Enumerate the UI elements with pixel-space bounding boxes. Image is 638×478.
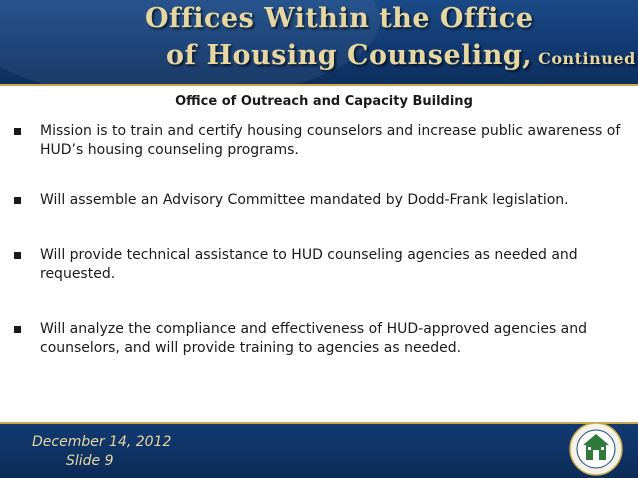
- bullet-text: Will provide technical assistance to HUD counseling agencies as needed and requested.: [40, 247, 578, 282]
- slide-footer: [0, 424, 638, 478]
- square-bullet-icon: [14, 326, 21, 333]
- square-bullet-icon: [14, 197, 21, 204]
- bullet-item: [14, 122, 626, 160]
- slide-title-line2-text: of Housing Counseling,: [166, 40, 533, 71]
- bullet-text: Will analyze the compliance and effectiveness of HUD-approved agencies and counselors, and will provide training to agencies as needed.: [40, 321, 588, 356]
- slide-number: Slide 9: [66, 453, 114, 469]
- bullet-item: [14, 191, 626, 210]
- square-bullet-icon: [14, 252, 21, 259]
- footer-date: December 14, 2012: [32, 434, 172, 450]
- bullet-item: [14, 246, 626, 284]
- section-subtitle: Office of Outreach and Capacity Building: [175, 94, 473, 109]
- square-bullet-icon: [14, 128, 21, 135]
- slide-header: [0, 0, 638, 84]
- hud-seal-icon: [566, 420, 626, 476]
- slide-title-line1: Offices Within the Office: [145, 3, 534, 34]
- slide-title-line2: [166, 40, 636, 71]
- bullet-text: Mission is to train and certify housing counselors and increase public awareness of HUD’s housing counseling programs.: [40, 123, 621, 158]
- slide-title-suffix: Continued: [538, 49, 636, 68]
- header-divider: [0, 84, 638, 86]
- bullet-item: [14, 320, 626, 358]
- bullet-text: Will assemble an Advisory Committee mandated by Dodd-Frank legislation.: [40, 192, 569, 208]
